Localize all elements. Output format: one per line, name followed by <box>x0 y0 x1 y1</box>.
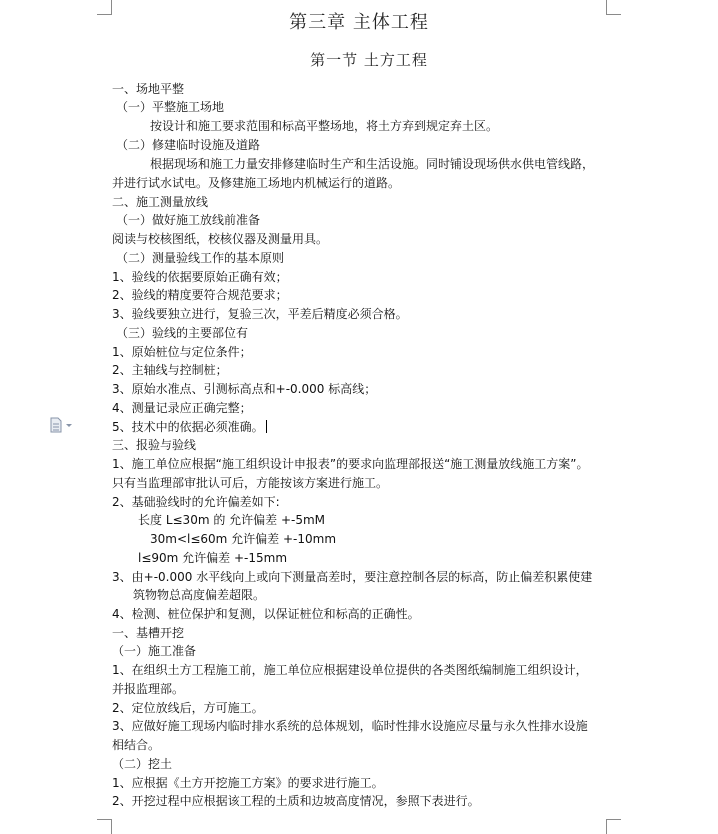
list-item-with-cursor[interactable] <box>112 418 267 436</box>
list-item: 3、原始水准点、引测标高点和+-0.000 标高线； <box>112 382 377 396</box>
document-options-icon[interactable] <box>48 416 76 434</box>
chapter-title: 第三章 主体工程 <box>289 12 429 33</box>
paragraph-line: 1、施工单位应根据“施工组织设计申报表”的要求向监理部报送“施工测量放线施工方案”。 <box>112 457 589 471</box>
list-item: 3、验线要独立进行，复验三次，平差后精度必须合格。 <box>112 307 408 321</box>
heading-site-leveling: 一、场地平整 <box>112 82 185 96</box>
subheading-leveling: （一）平整施工场地 <box>116 100 225 114</box>
list-item: 1、应根据《土方开挖施工方案》的要求进行施工。 <box>112 776 384 790</box>
paragraph-line: 并进行试水试电。及修建施工场地内机械运行的道路。 <box>112 176 401 190</box>
list-item: 2、验线的精度要符合规范要求； <box>112 288 288 302</box>
subheading-survey-principles: （二）测量验线工作的基本原则 <box>116 251 285 265</box>
subheading-temp-facilities: （二）修建临时设施及道路 <box>116 138 261 152</box>
paragraph-line: 只有当监理部审批认可后，方能按该方案进行施工。 <box>112 476 389 490</box>
list-item: 3、由+-0.000 水平线向上或向下测量高差时，要注意控制各层的标高，防止偏差积累使建 <box>112 570 593 584</box>
list-item: 2、开挖过程中应根据该工程的土质和边坡高度情况，参照下表进行。 <box>112 794 480 808</box>
heading-inspection: 三、报验与验线 <box>112 438 197 452</box>
paragraph-line: 阅读与校核图纸，校核仪器及测量用具。 <box>112 232 329 246</box>
list-item: 2、基础验线时的允许偏差如下: <box>112 495 280 509</box>
list-item: 1、原始桩位与定位条件； <box>112 345 252 359</box>
list-item: 1、验线的依据要原始正确有效； <box>112 270 288 284</box>
paragraph-line: 筑物物总高度偏差超限。 <box>133 588 266 602</box>
crop-mark-bottom-left <box>97 819 112 834</box>
paragraph-line: 根据现场和施工力量安排修建临时生产和生活设施。同时铺设现场供水供电管线路， <box>150 157 595 171</box>
tolerance-row: 长度 L≤30m 的 允许偏差 +-5mM <box>138 513 326 527</box>
list-item: 3、应做好施工现场内临时排水系统的总体规划，临时性排水设施应尽量与永久性排水设施 <box>112 719 588 733</box>
subheading-verification-points: （三）验线的主要部位有 <box>116 326 249 340</box>
text-cursor <box>266 420 268 433</box>
list-item: 1、在组织土方工程施工前，施工单位应根据建设单位提供的各类图纸编制施工组织设计， <box>112 663 588 677</box>
list-item: 4、测量记录应正确完整； <box>112 401 252 415</box>
list-item: 4、检测、桩位保护和复测，以保证桩位和标高的正确性。 <box>112 607 420 621</box>
tolerance-row: l≤90m 允许偏差 +-15mm <box>138 551 288 565</box>
subheading-survey-prep: （一）做好施工放线前准备 <box>116 213 261 227</box>
list-item: 2、定位放线后，方可施工。 <box>112 701 264 715</box>
subheading-construction-prep: （一）施工准备 <box>112 644 197 658</box>
subheading-excavation: （二）挖土 <box>112 757 173 771</box>
heading-trench-excavation: 一、基槽开挖 <box>112 626 185 640</box>
crop-mark-bottom-right <box>606 819 621 834</box>
paragraph-line: 相结合。 <box>112 738 161 752</box>
paragraph-line: 按设计和施工要求范围和标高平整场地，将土方弃到规定弃土区。 <box>150 119 499 133</box>
section-title: 第一节 土方工程 <box>310 51 428 69</box>
list-item-text: 5、技术中的依据必须准确。 <box>112 420 264 434</box>
paragraph-line: 并报监理部。 <box>112 682 185 696</box>
tolerance-row: 30m<l≤60m 允许偏差 +-10mm <box>150 532 337 546</box>
heading-survey: 二、施工测量放线 <box>112 195 209 209</box>
list-item: 2、主轴线与控制桩； <box>112 363 228 377</box>
